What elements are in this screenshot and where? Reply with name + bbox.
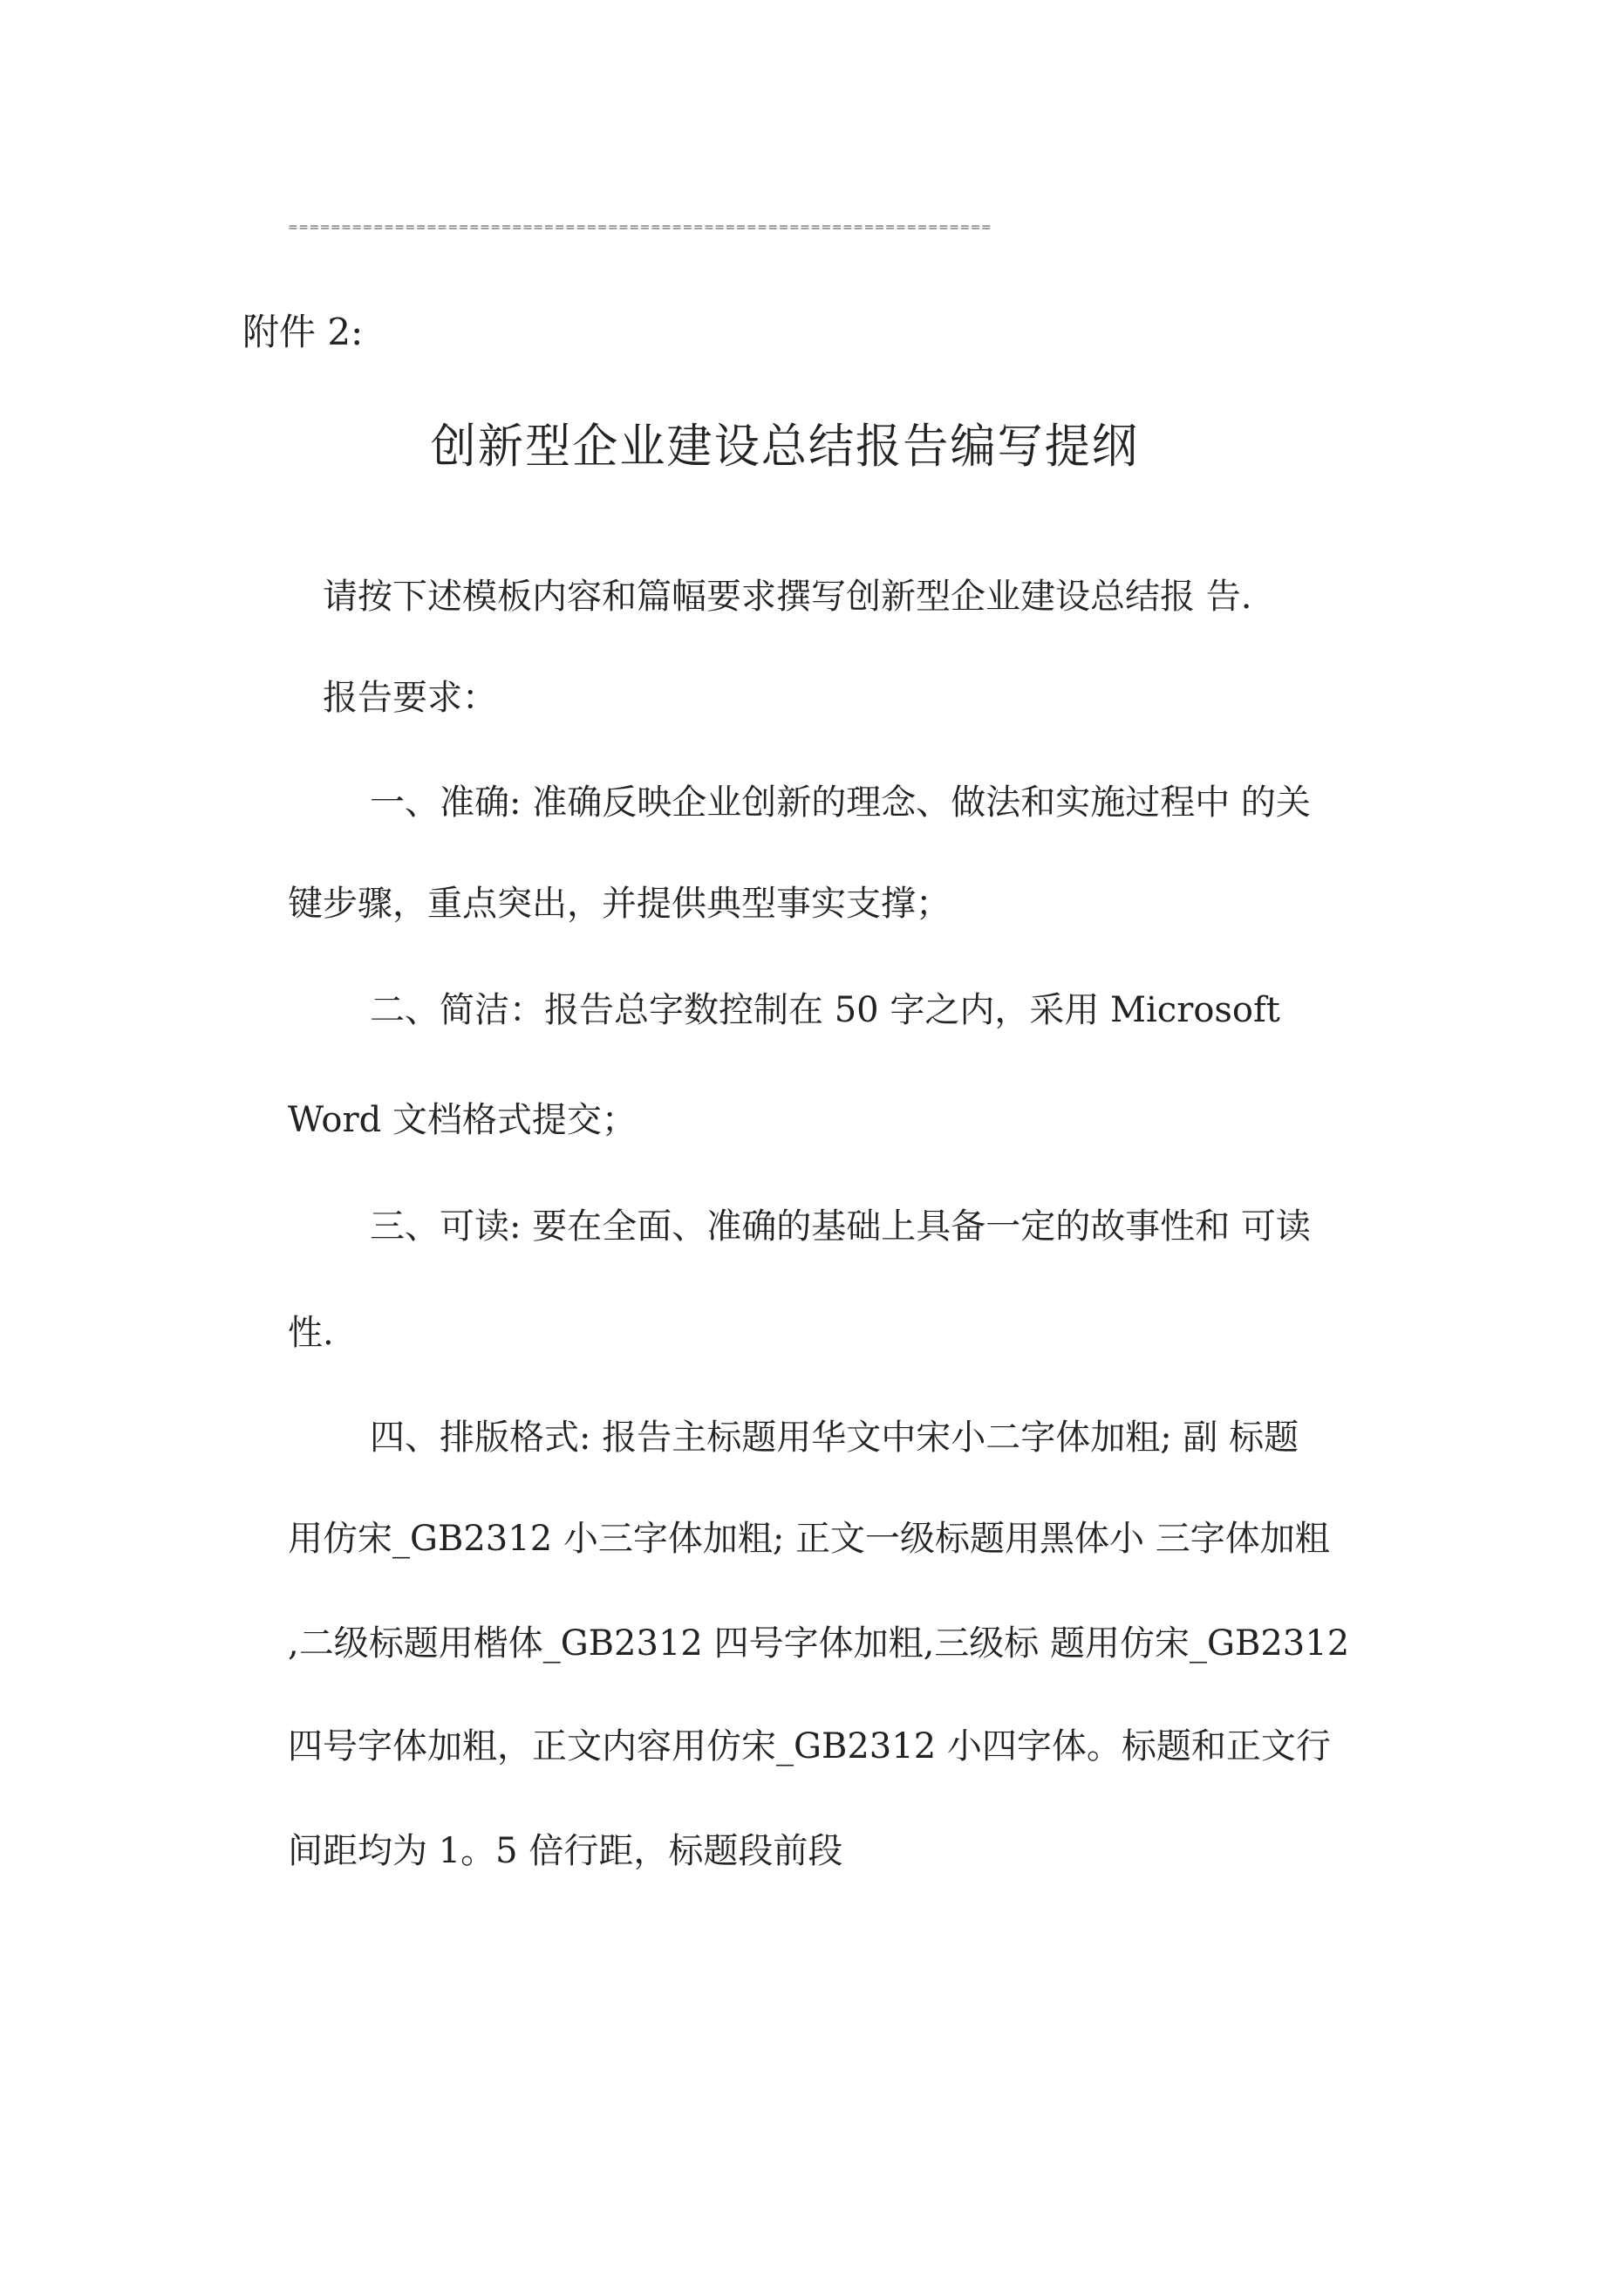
requirement-4-line-5: 间距均为 1。5 倍行距，标题段前段 — [288, 1831, 843, 1871]
requirement-3-line-2: 性. — [288, 1313, 334, 1353]
attachment-label: 附件 2: — [242, 311, 364, 353]
requirement-3-line-1: 三、可读: 要在全面、准确的基础上具备一定的故事性和 可读 — [370, 1206, 1311, 1247]
intro-paragraph: 请按下述模板内容和篇幅要求撰写创新型企业建设总结报 告. — [323, 577, 1252, 617]
requirement-4-line-3: ,二级标题用楷体_GB2312 四号字体加粗,三级标 题用仿宋_GB2312 — [288, 1623, 1350, 1664]
requirement-1-line-2: 键步骤，重点突出，并提供典型事实支撑； — [288, 884, 951, 924]
requirement-2-line-1: 二、简洁：报告总字数控制在 50 字之内，采用 Microsoft — [370, 990, 1280, 1030]
requirement-4-line-1: 四、排版格式: 报告主标题用华文中宋小二字体加粗; 副 标题 — [370, 1418, 1299, 1458]
document-title: 创新型企业建设总结报告编写提纲 — [430, 419, 1139, 474]
requirement-1-line-1: 一、准确: 准确反映企业创新的理念、做法和实施过程中 的关 — [370, 782, 1311, 823]
requirement-4-line-4: 四号字体加粗，正文内容用仿宋_GB2312 小四字体。标题和正文行 — [288, 1726, 1331, 1766]
requirement-4-line-2: 用仿宋_GB2312 小三字体加粗; 正文一级标题用黑体小 三字体加粗 — [288, 1519, 1330, 1559]
requirement-2-line-2: Word 文档格式提交； — [288, 1100, 637, 1140]
requirements-heading: 报告要求： — [323, 678, 497, 718]
separator-line: ================================================================== — [288, 221, 992, 235]
